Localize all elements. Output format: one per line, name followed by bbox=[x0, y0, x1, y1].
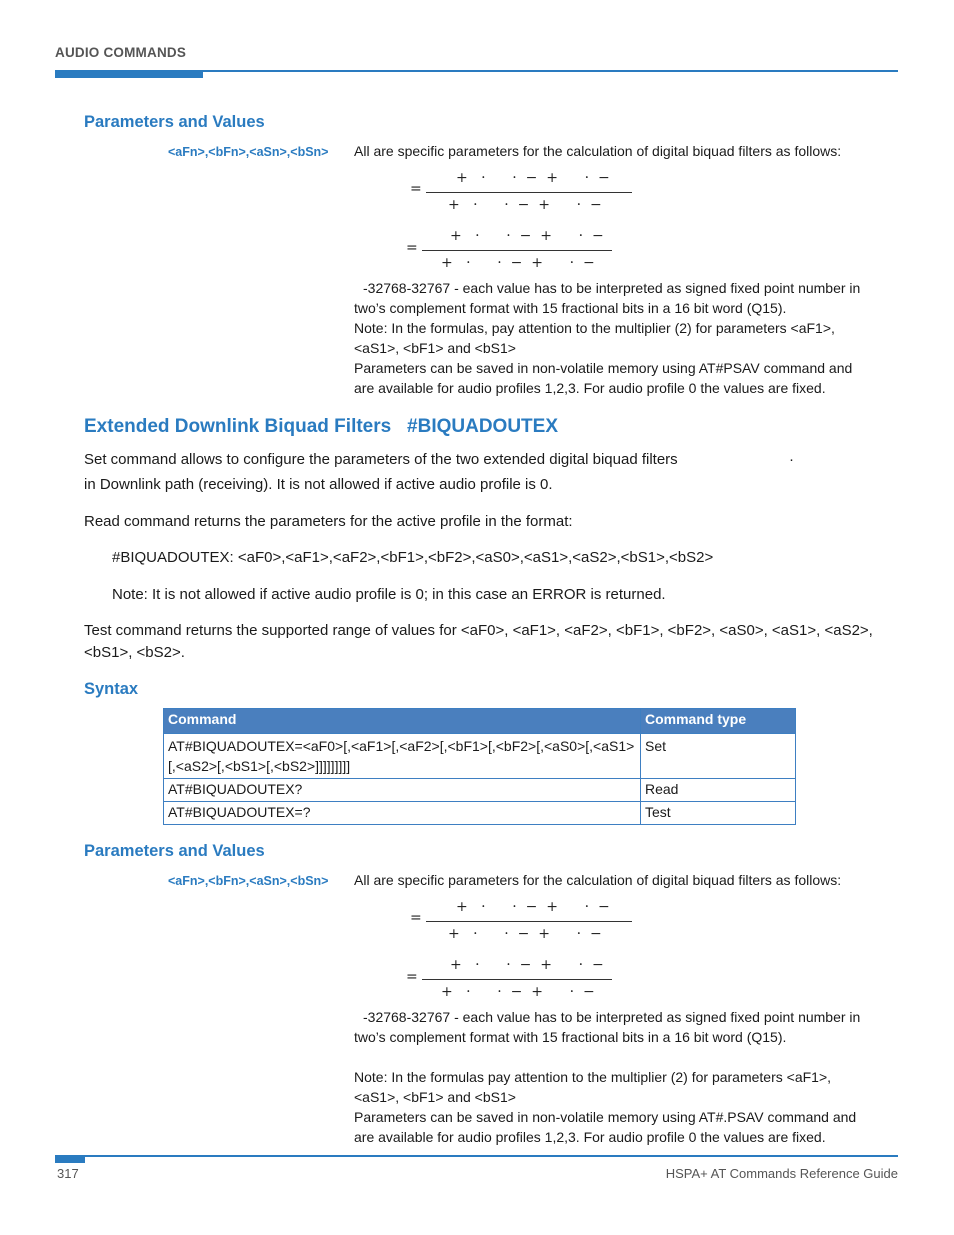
params-heading-1: Parameters and Values bbox=[84, 113, 265, 131]
formula-numerator: + · · − + · − bbox=[456, 170, 610, 186]
param-label-1: <aFn>,<bFn>,<aSn>,<bSn> bbox=[168, 145, 329, 159]
command-cell: AT#BIQUADOUTEX=? bbox=[164, 802, 641, 825]
footer-doc-title: HSPA+ AT Commands Reference Guide bbox=[665, 1166, 898, 1181]
range-line: two’s complement format with 15 fractional bits in a 16 bit word (Q15). bbox=[354, 299, 787, 316]
param-intro-1: All are specific parameters for the calculation of digital biquad filters as follows: bbox=[354, 143, 842, 159]
note-line: <aS1>, <bF1> and <bS1> bbox=[354, 339, 516, 356]
range-line: two’s complement format with 15 fractional bits in a 16 bit word (Q15). bbox=[354, 1028, 787, 1045]
type-cell: Read bbox=[641, 779, 796, 802]
type-cell: Test bbox=[641, 802, 796, 825]
param-label-2: <aFn>,<bFn>,<aSn>,<bSn> bbox=[168, 874, 329, 888]
range-line: -32768-32767 - each value has to be interpreted as signed fixed point number in bbox=[363, 280, 861, 296]
read-command-paragraph: Read command returns the parameters for the active profile in the format: bbox=[84, 513, 573, 530]
section-title: Extended Downlink Biquad Filters #BIQUADOUTEX bbox=[84, 416, 558, 437]
paragraph-line: Test command returns the supported range of values for <aF0>, <aF1>, <aF2>, <bF1>, <bF2>, <aS0>, <aS1>, <aS2>, bbox=[84, 622, 873, 639]
note-line: Note: In the formulas, pay attention to the multiplier (2) for parameters <aF1>, bbox=[354, 320, 835, 336]
save-line: are available for audio profiles 1,2,3. For audio profile 0 the values are fixed. bbox=[354, 379, 826, 396]
formula-denominator: + · · − + · − bbox=[448, 197, 602, 213]
command-text: AT#BIQUADOUTEX=<aF0>[,<aF1>[,<aF2>[,<bF1>[,<bF2>[,<aS0>[,<aS1> bbox=[168, 738, 635, 754]
read-note: Note: It is not allowed if active audio profile is 0; in this case an ERROR is returned. bbox=[112, 586, 666, 603]
type-cell: Set bbox=[641, 734, 796, 779]
fraction-line bbox=[426, 921, 632, 922]
save-line: Parameters can be saved in non-volatile memory using AT#.PSAV command and bbox=[354, 1109, 857, 1125]
param-range-2 bbox=[354, 1008, 860, 1147]
formula-denominator: + · · − + · − bbox=[441, 984, 595, 1000]
command-text: [,<aS2>[,<bS1>[,<bS2>]]]]]]]]] bbox=[168, 758, 351, 774]
set-command-paragraph bbox=[84, 450, 794, 495]
params-heading-2: Parameters and Values bbox=[84, 842, 265, 860]
param-intro-2: All are specific parameters for the calculation of digital biquad filters as follows: bbox=[354, 872, 842, 888]
table-row bbox=[164, 802, 796, 825]
save-line: Parameters can be saved in non-volatile memory using AT#PSAV command and bbox=[354, 360, 853, 376]
table-header-row bbox=[164, 709, 796, 734]
test-command-paragraph bbox=[84, 621, 894, 663]
syntax-heading: Syntax bbox=[84, 680, 139, 698]
paragraph-line: Set command allows to configure the parameters of the two extended digital biquad filters bbox=[84, 451, 678, 468]
formula-numerator: + · · − + · − bbox=[456, 899, 610, 915]
table-row bbox=[164, 779, 796, 802]
note-line: Note: In the formulas pay attention to the multiplier (2) for parameters <aF1>, bbox=[354, 1069, 832, 1085]
paragraph-line: <bS1>, <bS2>. bbox=[84, 644, 185, 661]
header-accent-block bbox=[55, 70, 203, 78]
formula-equals: = bbox=[406, 240, 418, 256]
command-cell: AT#BIQUADOUTEX? bbox=[164, 779, 641, 802]
fraction-line bbox=[426, 192, 632, 193]
footer-rule bbox=[55, 1155, 898, 1157]
paragraph-dot: · bbox=[789, 451, 794, 468]
command-cell bbox=[164, 734, 641, 779]
paragraph-line: in Downlink path (receiving). It is not allowed if active audio profile is 0. bbox=[84, 476, 553, 493]
save-line: are available for audio profiles 1,2,3. For audio profile 0 the values are fixed. bbox=[354, 1128, 826, 1145]
formula-denominator: + · · − + · − bbox=[441, 255, 595, 271]
formula-numerator: + · · − + · − bbox=[450, 957, 604, 973]
table-row bbox=[164, 734, 796, 779]
formula-equals: = bbox=[406, 969, 418, 985]
param-range-1 bbox=[354, 279, 860, 398]
range-line: -32768-32767 - each value has to be interpreted as signed fixed point number in bbox=[363, 1009, 861, 1025]
formula-equals: = bbox=[410, 181, 422, 197]
footer-accent-block bbox=[55, 1155, 85, 1163]
formula-numerator: + · · − + · − bbox=[450, 228, 604, 244]
column-header-command: Command bbox=[164, 709, 641, 734]
page-number: 317 bbox=[57, 1166, 79, 1181]
formula-equals: = bbox=[410, 910, 422, 926]
formula-denominator: + · · − + · − bbox=[448, 926, 602, 942]
fraction-line bbox=[422, 979, 612, 980]
section-header-title: AUDIO COMMANDS bbox=[55, 45, 187, 60]
read-response-format: #BIQUADOUTEX: <aF0>,<aF1>,<aF2>,<bF1>,<bF2>,<aS0>,<aS1>,<aS2>,<bS1>,<bS2> bbox=[112, 549, 714, 566]
note-line: <aS1>, <bF1> and <bS1> bbox=[354, 1088, 516, 1105]
syntax-table bbox=[163, 708, 796, 825]
column-header-type: Command type bbox=[641, 709, 796, 734]
fraction-line bbox=[422, 250, 612, 251]
